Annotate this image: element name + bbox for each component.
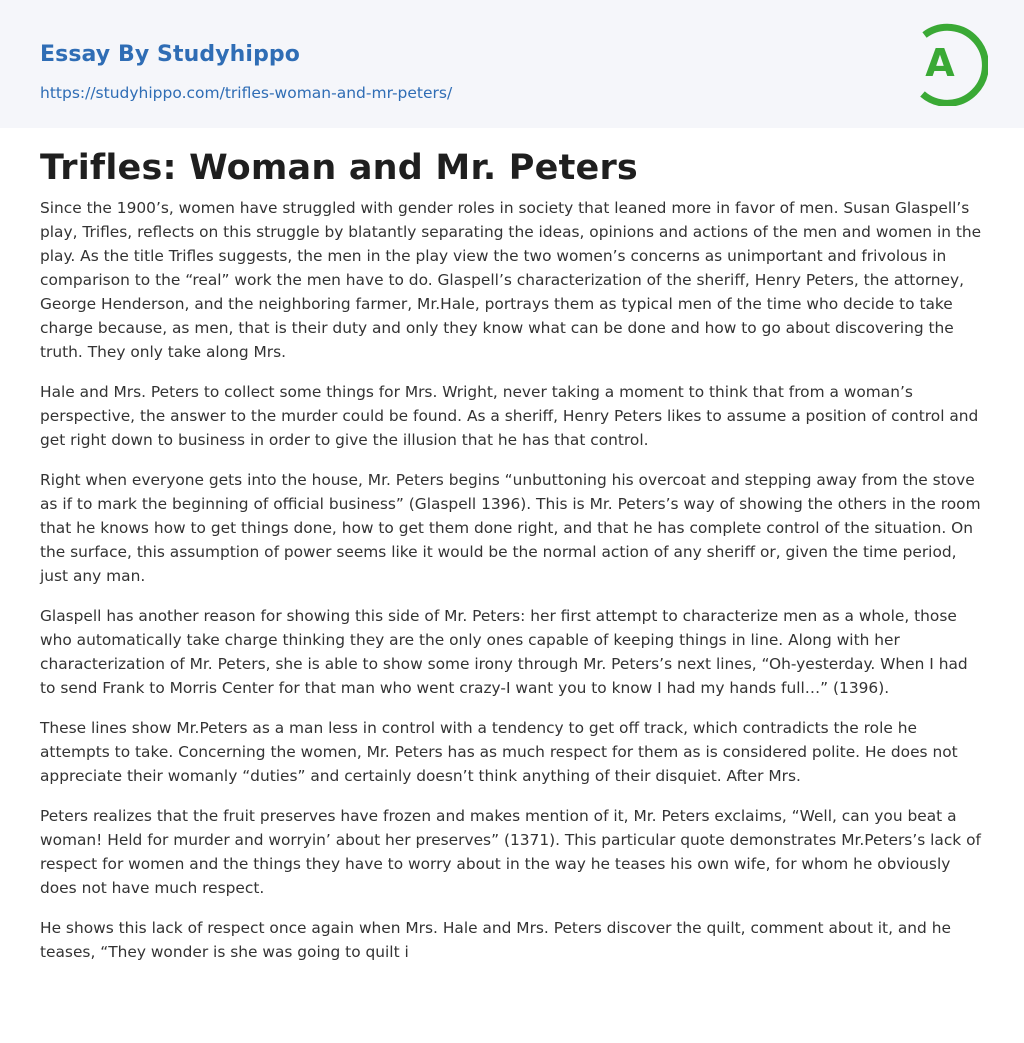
essay-content (40, 144, 984, 980)
brand-title[interactable]: Essay By Studyhippo (40, 42, 300, 67)
site-header (0, 0, 1024, 128)
page-url-link[interactable]: https://studyhippo.com/trifles-woman-and-mr-peters/ (40, 84, 453, 102)
essay-title: Trifles: Woman and Mr. Peters (40, 148, 638, 188)
essay-paragraph: Since the 1900’s, women have struggled with gender roles in society that leaned more in favor of men. Susan Glaspell’s play, Trifles, reflects on this struggle by blatantly separating the ideas, opinions and actions of the men and women in the play. As the title Trifles suggests, the men in the play view the two women’s concerns as unimportant and frivolous in comparison to the “real” work the men have to do. Glaspell’s characterization of the sheriff, Henry Peters, the attorney, George Henderson, and the neighboring farmer, Mr.Hale, portrays them as typical men of the time who decide to take charge because, as men, that is their duty and only they know what can be done and how to go about discovering the truth. They only take along Mrs. (40, 199, 982, 361)
essay-paragraph: Peters realizes that the fruit preserves have frozen and makes mention of it, Mr. Peters exclaims, “Well, can you beat a woman! Held for murder and worryin’ about her preserves” (1371). This particular quote demonstrates Mr.Peters’s lack of respect for women and the things they have to worry about in the way he teases his own wife, for whom he obviously does not have much respect. (40, 807, 981, 897)
studyhippo-a-logo-icon[interactable] (912, 18, 988, 106)
essay-paragraph: Hale and Mrs. Peters to collect some things for Mrs. Wright, never taking a moment to think that from a woman’s perspective, the answer to the murder could be found. As a sheriff, Henry Peters likes to assume a position of control and get right down to business in order to give the illusion that he has that control. (40, 383, 979, 449)
logo-letter: A (925, 41, 955, 85)
essay-paragraph: These lines show Mr.Peters as a man less in control with a tendency to get off track, which contradicts the role he attempts to take. Concerning the women, Mr. Peters has as much respect for them as is considered polite. He does not appreciate their womanly “duties” and certainly doesn’t think anything of their disquiet. After Mrs. (40, 719, 958, 785)
essay-paragraph: He shows this lack of respect once again when Mrs. Hale and Mrs. Peters discover the quilt, comment about it, and he teases, “They wonder is she was going to quilt i (40, 919, 951, 961)
essay-paragraph: Glaspell has another reason for showing this side of Mr. Peters: her first attempt to characterize men as a whole, those who automatically take charge thinking they are the only ones capable of keeping things in line. Along with her characterization of Mr. Peters, she is able to show some irony through Mr. Peters’s next lines, “Oh-yesterday. When I had to send Frank to Morris Center for that man who went crazy-I want you to know I had my hands full…” (1396). (40, 607, 968, 697)
essay-paragraph: Right when everyone gets into the house, Mr. Peters begins “unbuttoning his overcoat and stepping away from the stove as if to mark the beginning of official business” (Glaspell 1396). This is Mr. Peters’s way of showing the others in the room that he knows how to get things done, how to get them done right, and that he has complete control of the situation. On the surface, this assumption of power seems like it would be the normal action of any sheriff or, given the time period, just any man. (40, 471, 981, 585)
